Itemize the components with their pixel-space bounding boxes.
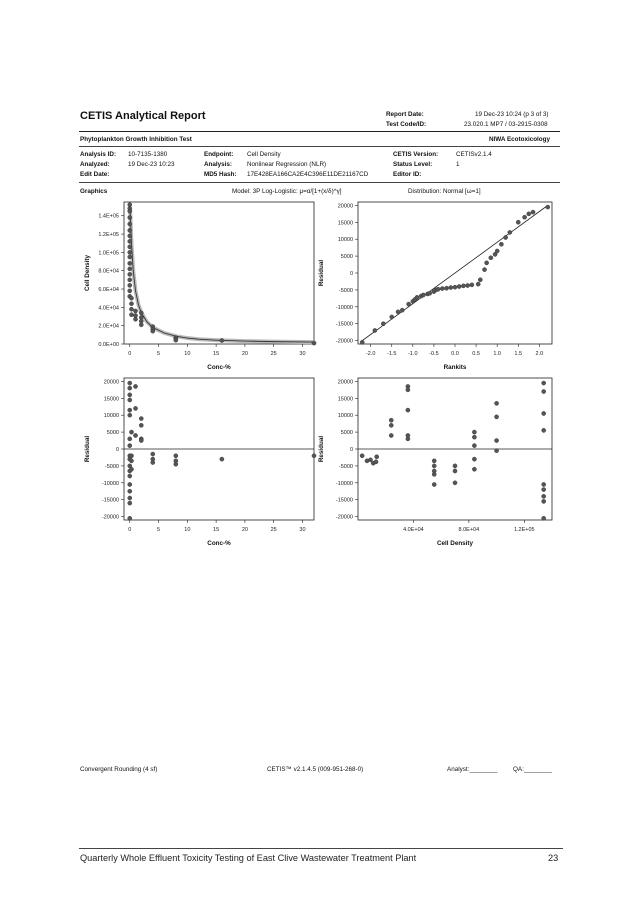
data-point xyxy=(494,415,498,419)
report-title: CETIS Analytical Report xyxy=(80,110,206,122)
page-number: 23 xyxy=(548,853,559,863)
data-point xyxy=(453,464,457,468)
endpoint-label: Endpoint: xyxy=(204,151,234,158)
y-axis-label: Cell Density xyxy=(84,254,91,292)
y-tick-label: 5000 xyxy=(106,430,119,437)
x-tick-label: 30 xyxy=(299,527,306,533)
rounding-text: Convergent Rounding (4 sf) xyxy=(80,766,158,773)
footer-text: Quarterly Whole Effluent Toxicity Testing of East Clive Wastewater Treatment Plant xyxy=(80,853,417,863)
x-tick-label: 1.0 xyxy=(493,351,502,357)
y-tick-label: 0 xyxy=(349,447,353,453)
x-tick-label: -1.5 xyxy=(386,351,397,357)
data-point xyxy=(494,438,498,442)
y-tick-label: 4.0E+04 xyxy=(98,305,119,312)
analysis-value: Nonlinear Regression (NLR) xyxy=(247,161,327,168)
footer-rule xyxy=(79,848,563,849)
y-tick-label: 2.0E+04 xyxy=(98,323,119,330)
data-point xyxy=(375,455,379,459)
y-tick-label: 8.0E+04 xyxy=(98,268,119,275)
y-tick-label: -5000 xyxy=(338,463,353,470)
y-tick-label: -10000 xyxy=(335,304,353,311)
x-tick-label: 0 xyxy=(128,351,132,357)
status-value: 1 xyxy=(456,161,460,168)
status-label: Status Level: xyxy=(393,161,433,168)
x-axis-label: Conc-% xyxy=(207,540,231,547)
y-tick-label: 0 xyxy=(349,271,353,277)
y-axis-label: Residual xyxy=(318,259,325,287)
y-tick-label: 1.2E+05 xyxy=(98,232,119,239)
data-point xyxy=(406,408,410,412)
data-point xyxy=(542,516,546,520)
x-tick-label: 25 xyxy=(270,351,277,357)
data-point xyxy=(494,401,498,405)
y-tick-label: 5000 xyxy=(340,430,353,437)
md5-value: 17E428EA166CA2E4C396E11DE21167CD xyxy=(247,171,369,178)
test-code-value: 23.020.1 MP7 / 03-2915-0308 xyxy=(464,121,548,128)
y-tick-label: -10000 xyxy=(335,480,353,487)
data-point xyxy=(494,449,498,453)
x-tick-label: -1.0 xyxy=(408,351,418,357)
data-point xyxy=(542,411,546,415)
data-point xyxy=(472,467,476,471)
md5-label: MD5 Hash: xyxy=(204,171,237,178)
x-axis-label: Rankits xyxy=(443,364,467,371)
analysis-label: Analysis: xyxy=(204,161,232,168)
x-tick-label: 5 xyxy=(157,527,161,533)
data-point xyxy=(432,459,436,463)
report-date-value: 19 Dec-23 10:24 (p 3 of 3) xyxy=(475,111,549,118)
x-tick-label: 20 xyxy=(241,527,248,533)
x-tick-label: 10 xyxy=(184,527,191,533)
y-axis-label: Residual xyxy=(84,435,91,463)
y-tick-label: 20000 xyxy=(337,203,353,210)
data-point xyxy=(472,430,476,434)
data-point xyxy=(368,458,372,462)
y-tick-label: 20000 xyxy=(103,379,119,386)
x-tick-label: 2.0 xyxy=(535,351,544,357)
y-tick-label: -10000 xyxy=(101,480,119,487)
y-tick-label: -15000 xyxy=(335,321,353,328)
x-tick-label: 15 xyxy=(213,527,220,533)
x-tick-label: 8.0E+04 xyxy=(458,527,480,533)
model-text: Model: 3P Log-Logistic: μ=α/[1+(x/δ)^γ] xyxy=(232,188,342,195)
y-tick-label: 10000 xyxy=(103,413,119,420)
lab-name: NIWA Ecotoxicology xyxy=(489,136,550,143)
data-point xyxy=(542,482,546,486)
edit-date-label: Edit Date: xyxy=(80,171,110,178)
data-point xyxy=(542,381,546,385)
editor-label: Editor ID: xyxy=(393,171,422,178)
y-tick-label: 0 xyxy=(115,447,119,453)
data-point xyxy=(542,389,546,393)
y-tick-label: -15000 xyxy=(335,497,353,504)
test-name: Phytoplankton Growth Inhibition Test xyxy=(80,136,192,143)
y-tick-label: 6.0E+04 xyxy=(98,287,119,294)
x-tick-label: 0.0 xyxy=(451,351,459,357)
x-tick-label: 0 xyxy=(128,527,132,533)
x-tick-label: -2.0 xyxy=(365,351,376,357)
x-axis-label: Conc-% xyxy=(207,364,231,371)
x-tick-label: 15 xyxy=(213,351,220,357)
data-point xyxy=(374,460,378,464)
data-point xyxy=(432,482,436,486)
y-tick-label: -15000 xyxy=(101,497,119,504)
x-axis-label: Cell Density xyxy=(436,540,474,547)
y-tick-label: 20000 xyxy=(337,379,353,386)
software-text: CETIS™ v2.1.4.5 (009-951-268-0) xyxy=(267,766,364,773)
data-point xyxy=(542,428,546,432)
x-tick-label: 4.0E+04 xyxy=(403,527,424,533)
data-point xyxy=(389,423,393,427)
data-point xyxy=(432,472,436,476)
x-tick-label: 1.2E+05 xyxy=(513,527,535,533)
data-point xyxy=(389,433,393,437)
graphics-label: Graphics xyxy=(80,188,108,195)
y-tick-label: 5000 xyxy=(340,254,353,261)
analysis-id-label: Analysis ID: xyxy=(80,151,117,158)
data-point xyxy=(406,433,410,437)
y-tick-label: 1.4E+05 xyxy=(98,213,119,220)
y-axis-label: Residual xyxy=(318,435,325,463)
qa-field: QA:________ xyxy=(513,766,552,773)
data-point xyxy=(472,444,476,448)
data-point xyxy=(472,457,476,461)
x-tick-label: 10 xyxy=(184,351,191,357)
y-tick-label: -20000 xyxy=(335,514,353,521)
data-point xyxy=(406,384,410,388)
x-tick-label: 0.5 xyxy=(472,351,480,357)
analyzed-label: Analyzed: xyxy=(80,161,110,168)
x-tick-label: 25 xyxy=(270,527,277,533)
report-date-label: Report Date: xyxy=(386,111,424,118)
data-point xyxy=(472,435,476,439)
analyzed-value: 19 Dec-23 10:23 xyxy=(128,161,175,168)
data-point xyxy=(432,464,436,468)
x-tick-label: 20 xyxy=(241,351,248,357)
y-tick-label: 15000 xyxy=(337,396,353,403)
version-value: CETISv2.1.4 xyxy=(456,151,492,158)
x-tick-label: -0.5 xyxy=(429,351,439,357)
analysis-id-value: 10-7135-1380 xyxy=(128,151,168,158)
analyst-field: Analyst:________ xyxy=(447,766,498,773)
endpoint-value: Cell Density xyxy=(247,151,281,158)
version-label: CETIS Version: xyxy=(393,151,439,158)
y-tick-label: -20000 xyxy=(335,338,353,345)
y-tick-label: 15000 xyxy=(103,396,119,403)
y-tick-label: -5000 xyxy=(338,287,353,294)
data-point xyxy=(360,454,364,458)
y-tick-label: 10000 xyxy=(337,413,353,420)
y-tick-label: 0.0E+00 xyxy=(98,342,119,348)
x-tick-label: 30 xyxy=(299,351,306,357)
test-code-label: Test Code/ID: xyxy=(386,121,427,128)
y-tick-label: 15000 xyxy=(337,220,353,227)
x-tick-label: 1.5 xyxy=(514,351,523,357)
data-point xyxy=(453,469,457,473)
y-tick-label: 10000 xyxy=(337,237,353,244)
distribution-text: Distribution: Normal [ω=1] xyxy=(408,188,481,195)
data-point xyxy=(453,481,457,485)
y-tick-label: -5000 xyxy=(104,463,119,470)
data-point xyxy=(542,494,546,498)
y-tick-label: -20000 xyxy=(101,514,119,521)
data-point xyxy=(542,499,546,503)
y-tick-label: 1.0E+05 xyxy=(98,250,119,257)
data-point xyxy=(389,418,393,422)
x-tick-label: 5 xyxy=(157,351,161,357)
data-point xyxy=(542,487,546,491)
